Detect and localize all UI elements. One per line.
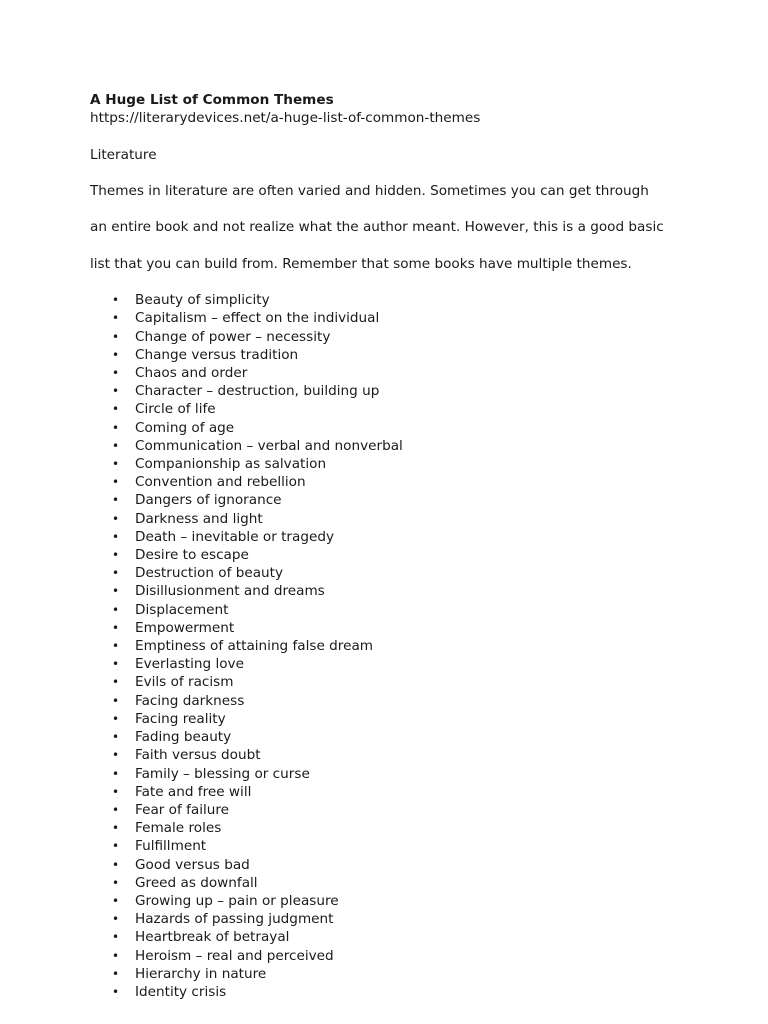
list-item: [90, 455, 690, 473]
list-item: [90, 673, 690, 691]
theme-label: Beauty of simplicity: [135, 292, 270, 309]
list-item: [90, 419, 690, 437]
bullet-icon: •: [112, 784, 120, 799]
bullet-icon: •: [112, 584, 120, 599]
theme-label: Destruction of beauty: [135, 565, 284, 582]
bullet-icon: •: [112, 475, 120, 490]
theme-label: Heartbreak of betrayal: [135, 929, 290, 946]
bullet-icon: •: [112, 875, 120, 890]
theme-label: Hazards of passing judgment: [135, 911, 334, 928]
theme-label: Capitalism – effect on the individual: [135, 310, 380, 327]
bullet-icon: •: [112, 966, 120, 981]
theme-label: Character – destruction, building up: [135, 383, 380, 400]
bullet-icon: •: [112, 420, 120, 435]
list-item: [90, 564, 690, 582]
list-item: [90, 546, 690, 564]
list-item: [90, 309, 690, 327]
list-item: [90, 437, 690, 455]
bullet-icon: •: [112, 438, 120, 453]
bullet-icon: •: [112, 802, 120, 817]
theme-label: Everlasting love: [135, 656, 244, 673]
list-item: [90, 856, 690, 874]
bullet-icon: •: [112, 821, 120, 836]
bullet-icon: •: [112, 948, 120, 963]
list-item: [90, 637, 690, 655]
bullet-icon: •: [112, 384, 120, 399]
theme-label: Female roles: [135, 820, 222, 837]
list-item: [90, 291, 690, 309]
theme-label: Greed as downfall: [135, 874, 258, 891]
bullet-icon: •: [112, 912, 120, 927]
list-item: [90, 746, 690, 764]
bullet-icon: •: [112, 566, 120, 581]
document-title: A Huge List of Common Themes: [90, 92, 334, 108]
theme-label: Disillusionment and dreams: [135, 583, 325, 600]
list-item: [90, 892, 690, 910]
section-heading: Literature: [90, 146, 157, 163]
bullet-icon: •: [112, 657, 120, 672]
theme-label: Communication – verbal and nonverbal: [135, 437, 403, 454]
bullet-icon: •: [112, 602, 120, 617]
bullet-icon: •: [112, 893, 120, 908]
theme-list: [90, 291, 690, 1001]
bullet-icon: •: [112, 639, 120, 654]
list-item: [90, 601, 690, 619]
theme-label: Empowerment: [135, 619, 235, 636]
theme-label: Death – inevitable or tragedy: [135, 528, 335, 545]
list-item: [90, 710, 690, 728]
bullet-icon: •: [112, 730, 120, 745]
bullet-icon: •: [112, 347, 120, 362]
theme-label: Change of power – necessity: [135, 328, 331, 345]
blank-line: [90, 127, 690, 145]
list-item: [90, 655, 690, 673]
list-item: [90, 728, 690, 746]
list-item: [90, 510, 690, 528]
theme-label: Identity crisis: [135, 983, 227, 1000]
theme-label: Facing reality: [135, 710, 226, 727]
theme-label: Faith versus doubt: [135, 747, 261, 764]
theme-label: Emptiness of attaining false dream: [135, 638, 374, 655]
theme-label: Good versus bad: [135, 856, 250, 873]
theme-label: Heroism – real and perceived: [135, 947, 334, 964]
theme-label: Desire to escape: [135, 547, 249, 564]
theme-label: Hierarchy in nature: [135, 965, 267, 982]
source-url[interactable]: https://literarydevices.net/a-huge-list-of-common-themes: [90, 110, 481, 127]
bullet-icon: •: [112, 857, 120, 872]
theme-label: Coming of age: [135, 419, 235, 436]
list-item: [90, 528, 690, 546]
bullet-icon: •: [112, 329, 120, 344]
list-item: [90, 364, 690, 382]
bullet-icon: •: [112, 402, 120, 417]
theme-label: Convention and rebellion: [135, 474, 306, 491]
bullet-icon: •: [112, 748, 120, 763]
bullet-icon: •: [112, 984, 120, 999]
theme-label: Fulfillment: [135, 838, 207, 855]
theme-label: Companionship as salvation: [135, 456, 327, 473]
theme-label: Facing darkness: [135, 692, 245, 709]
list-item: [90, 582, 690, 600]
theme-label: Change versus tradition: [135, 346, 299, 363]
theme-label: Darkness and light: [135, 510, 263, 527]
list-item: [90, 328, 690, 346]
theme-label: Family – blessing or curse: [135, 765, 310, 782]
theme-label: Fate and free will: [135, 783, 252, 800]
list-item: [90, 819, 690, 837]
list-item: [90, 874, 690, 892]
list-item: [90, 765, 690, 783]
intro-line: an entire book and not realize what the author meant. However, this is a good basic: [90, 219, 664, 236]
theme-label: Circle of life: [135, 401, 216, 418]
bullet-icon: •: [112, 620, 120, 635]
bullet-icon: •: [112, 511, 120, 526]
list-item: [90, 400, 690, 418]
bullet-icon: •: [112, 293, 120, 308]
theme-label: Displacement: [135, 601, 229, 618]
list-item: [90, 837, 690, 855]
bullet-icon: •: [112, 493, 120, 508]
bullet-icon: •: [112, 930, 120, 945]
list-item: [90, 619, 690, 637]
theme-label: Chaos and order: [135, 365, 248, 382]
list-item: [90, 983, 690, 1001]
bullet-icon: •: [112, 693, 120, 708]
bullet-icon: •: [112, 675, 120, 690]
intro-paragraph: [90, 164, 690, 291]
list-item: [90, 965, 690, 983]
list-item: [90, 382, 690, 400]
theme-label: Growing up – pain or pleasure: [135, 892, 339, 909]
bullet-icon: •: [112, 311, 120, 326]
list-item: [90, 491, 690, 509]
bullet-icon: •: [112, 711, 120, 726]
list-item: [90, 346, 690, 364]
list-item: [90, 910, 690, 928]
theme-label: Fading beauty: [135, 729, 232, 746]
bullet-icon: •: [112, 766, 120, 781]
list-item: [90, 928, 690, 946]
bullet-icon: •: [112, 366, 120, 381]
theme-label: Fear of failure: [135, 801, 230, 818]
bullet-icon: •: [112, 457, 120, 472]
bullet-icon: •: [112, 839, 120, 854]
list-item: [90, 783, 690, 801]
list-item: [90, 947, 690, 965]
list-item: [90, 801, 690, 819]
document-page: [90, 91, 690, 1001]
bullet-icon: •: [112, 529, 120, 544]
intro-line: list that you can build from. Remember that some books have multiple themes.: [90, 255, 632, 272]
bullet-icon: •: [112, 548, 120, 563]
list-item: [90, 473, 690, 491]
list-item: [90, 692, 690, 710]
theme-label: Dangers of ignorance: [135, 492, 282, 509]
theme-label: Evils of racism: [135, 674, 234, 691]
intro-line: Themes in literature are often varied and hidden. Sometimes you can get through: [90, 183, 649, 199]
